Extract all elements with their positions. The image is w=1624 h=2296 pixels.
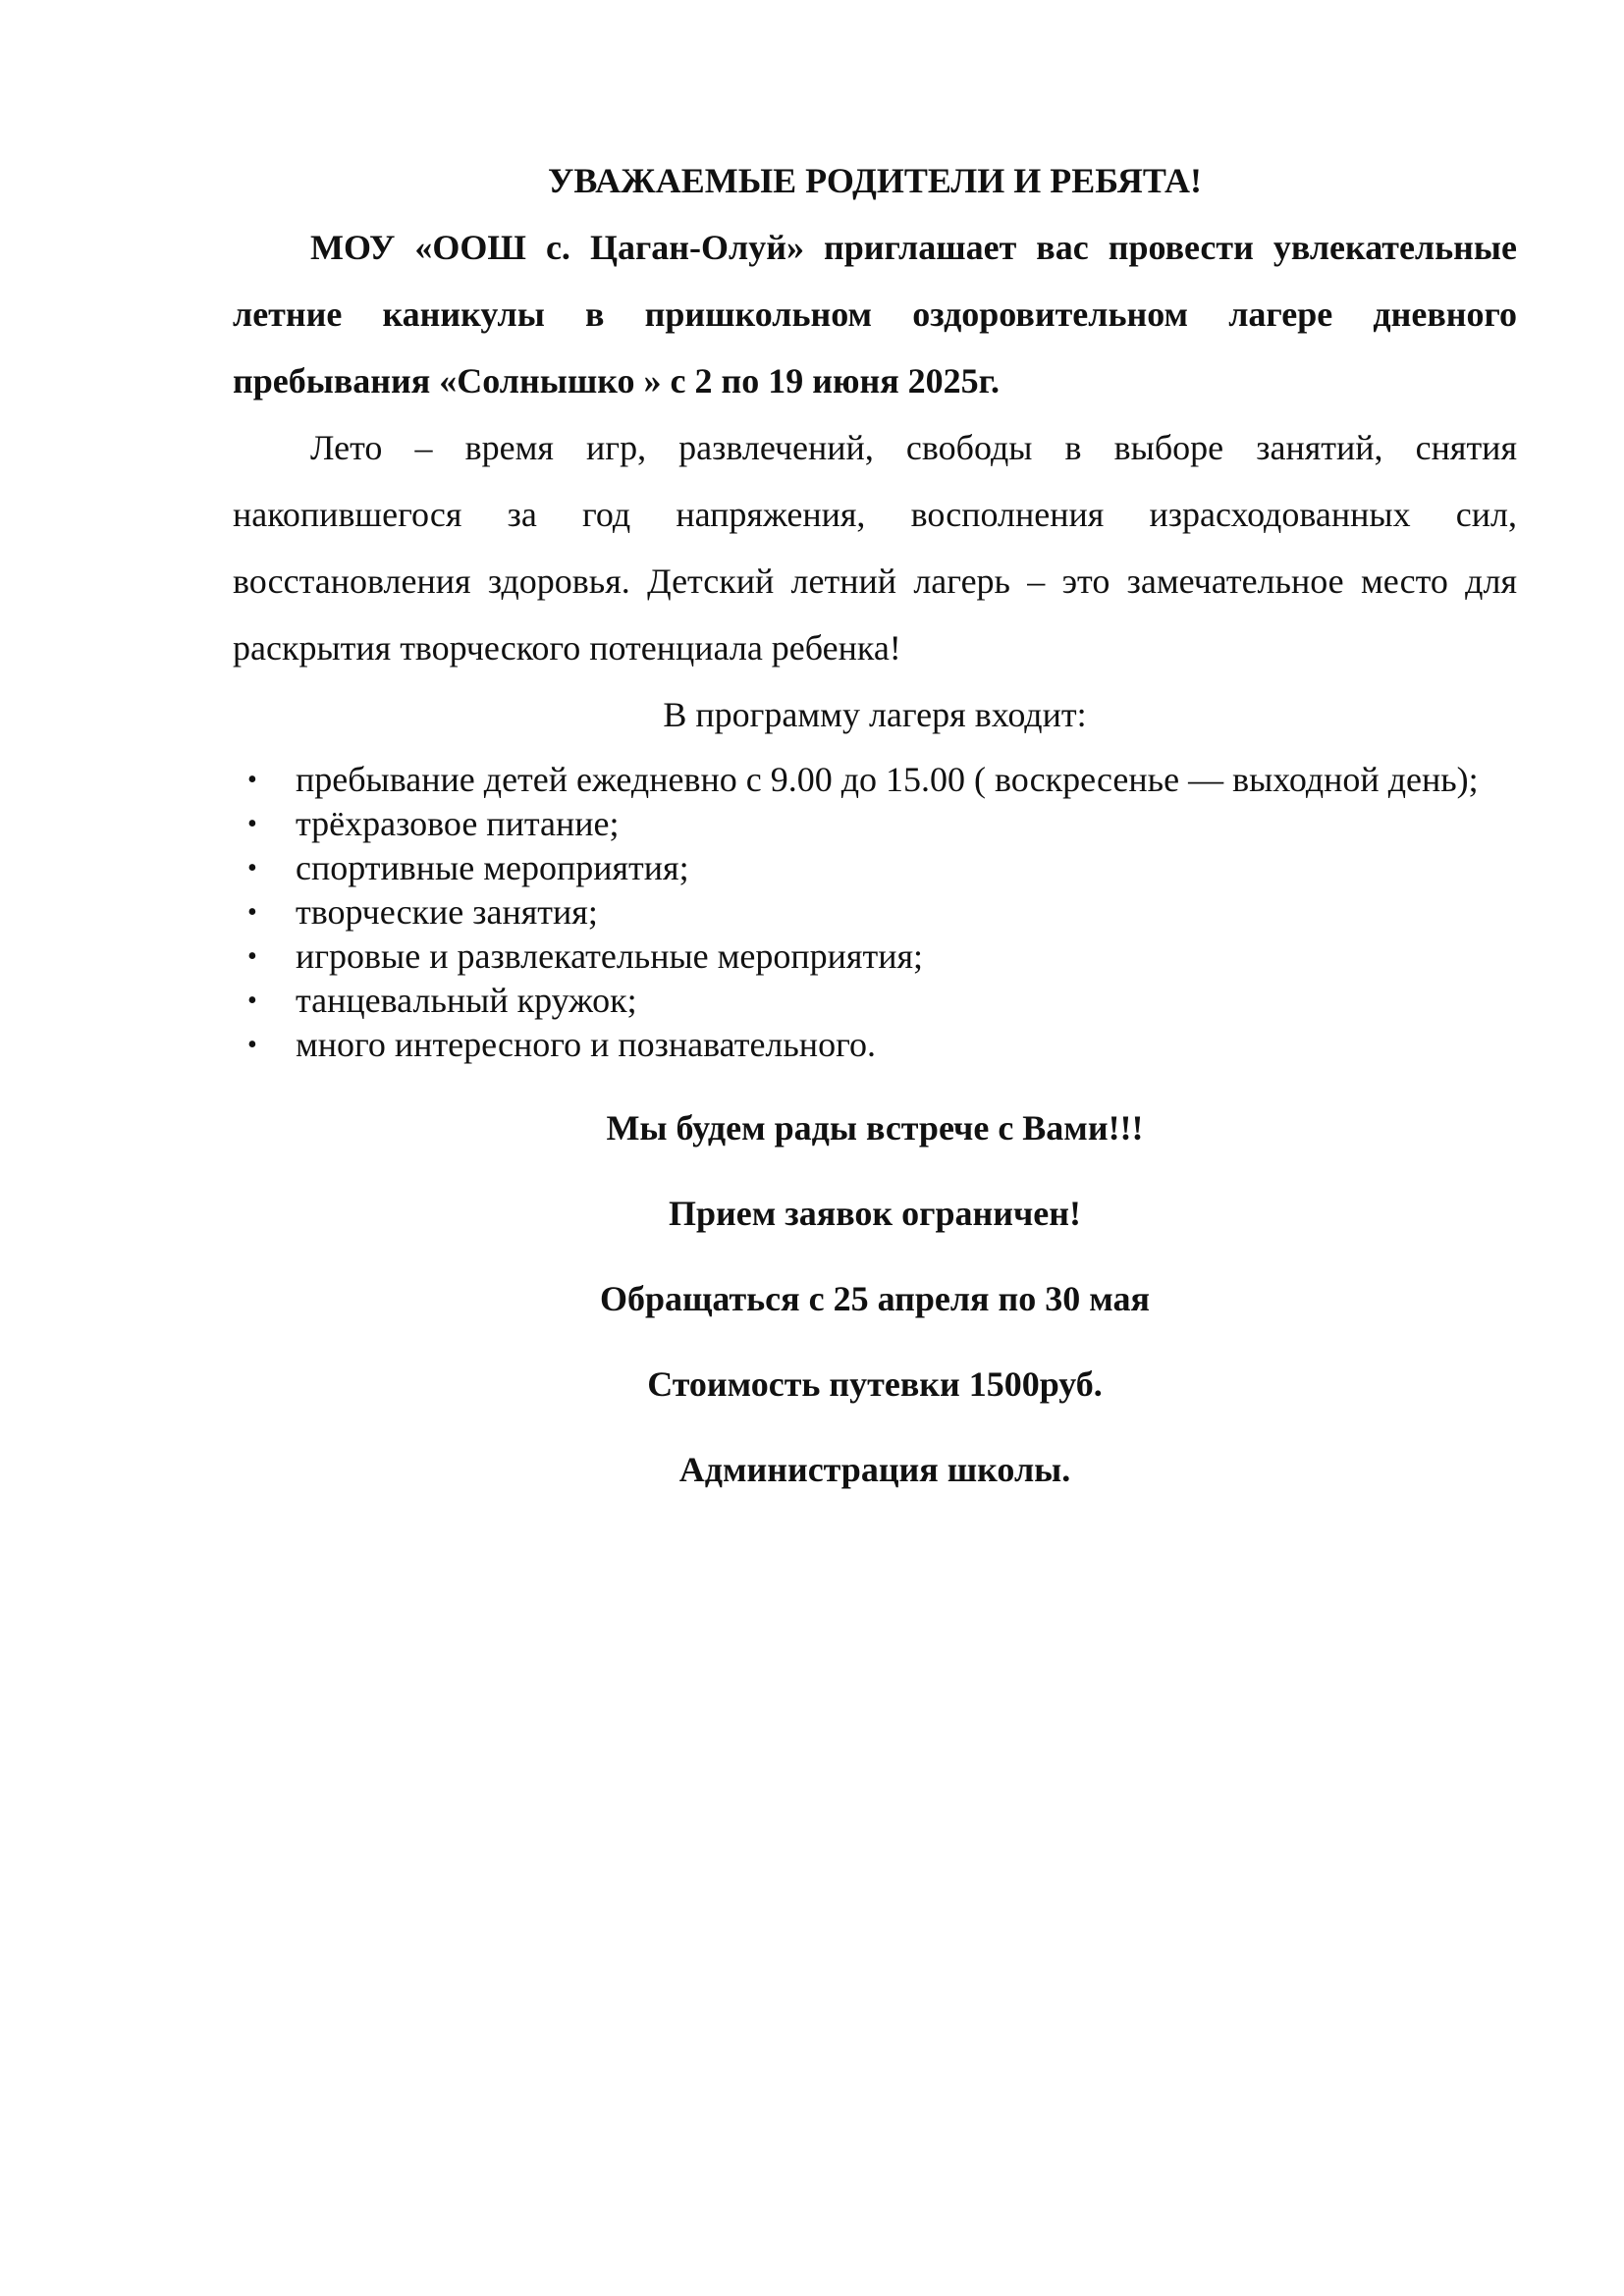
list-item [233,934,1517,979]
document-title: УВАЖАЕМЫЕ РОДИТЕЛИ И РЕБЯТА! [547,161,1203,200]
list-item [233,846,1517,890]
limited-applications-line: Прием заявок ограничен! [668,1194,1081,1233]
bullet-icon: • [247,809,257,839]
list-item-text: много интересного и познавательного. [296,1025,876,1064]
list-item-text: пребывание детей ежедневно с 9.00 до 15.00 ( воскресенье — выходной день); [296,760,1479,799]
list-item [233,1023,1517,1067]
list-item [233,802,1517,846]
price-line: Стоимость путевки 1500руб. [647,1364,1103,1404]
list-item-text: танцевальный кружок; [296,981,637,1020]
bullet-icon: • [247,897,257,928]
document-body [233,147,1517,1533]
list-item-text: трёхразовое питание; [296,804,620,843]
list-item-text: творческие занятия; [296,892,598,932]
program-list [233,758,1517,1067]
bullet-icon: • [247,1030,257,1060]
list-item-text: игровые и развлекательные мероприятия; [296,936,924,976]
list-item [233,890,1517,934]
bullet-icon: • [247,986,257,1016]
signature-line: Администрация школы. [678,1450,1071,1489]
list-item-text: спортивные мероприятия; [296,848,689,887]
program-heading: В программу лагеря входит: [663,695,1087,734]
closing-block [233,1106,1517,1492]
invitation-paragraph: МОУ «ООШ с. Цаган-Олуй» приглашает вас провести увлекательные летние каникулы в пришкольном оздоровительном лагере дневного пребывания «Солнышко » с 2 по 19 июня 2025г. [233,228,1517,400]
list-item [233,979,1517,1023]
bullet-icon: • [247,941,257,972]
list-item [233,758,1517,802]
welcome-line: Мы будем рады встрече с Вами!!! [606,1108,1144,1148]
application-dates-line: Обращаться с 25 апреля по 30 мая [599,1279,1151,1318]
bullet-icon: • [247,853,257,883]
intro-paragraph: Лето – время игр, развлечений, свободы в выборе занятий, снятия накопившегося за год напряжения, восполнения израсходованных сил, восстановления здоровья. Детский летний лагерь – это замечательное место для раскрытия творческого потенциала ребенка! [233,428,1517,667]
bullet-icon: • [247,765,257,795]
